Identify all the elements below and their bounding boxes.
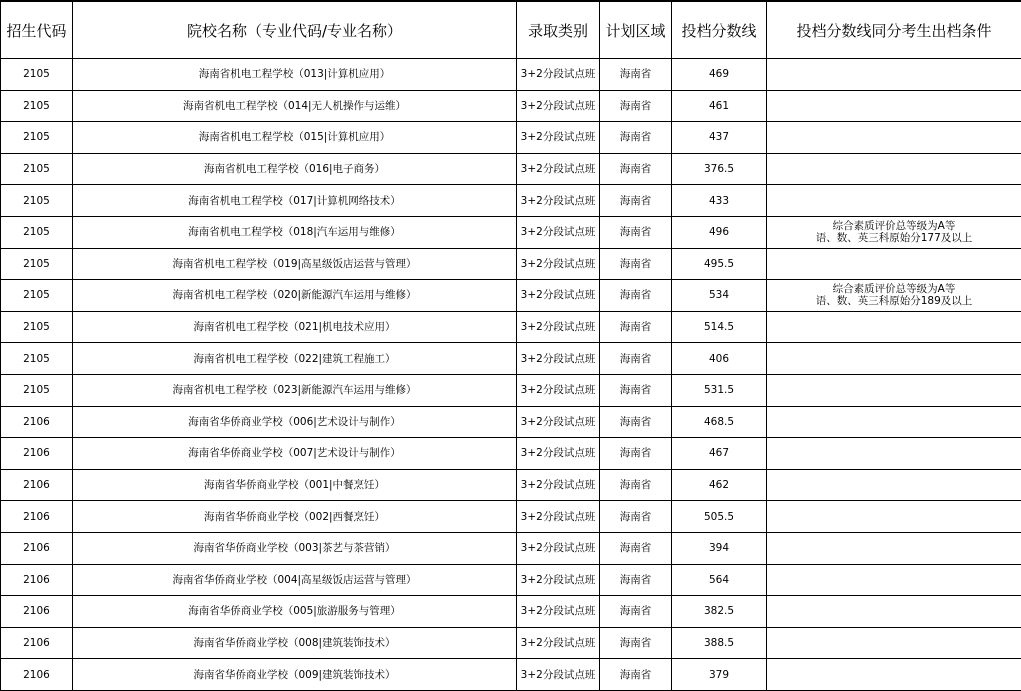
table-row: [1, 280, 1021, 312]
cell-code: 2105: [1, 311, 73, 343]
cell-type: 3+2分段试点班: [517, 248, 600, 280]
cell-region: 海南省: [600, 90, 672, 122]
cell-name: 海南省华侨商业学校（006|艺术设计与制作）: [73, 406, 517, 438]
table-row: [1, 216, 1021, 248]
cell-condition: [767, 596, 1021, 628]
table-row: [1, 90, 1021, 122]
cell-score: 514.5: [672, 311, 767, 343]
cell-type: 3+2分段试点班: [517, 438, 600, 470]
cell-name: 海南省华侨商业学校（007|艺术设计与制作）: [73, 438, 517, 470]
cell-region: 海南省: [600, 469, 672, 501]
cell-type: 3+2分段试点班: [517, 216, 600, 248]
table-row: [1, 596, 1021, 628]
cell-name: 海南省华侨商业学校（008|建筑装饰技术）: [73, 627, 517, 659]
condition-line-1: 综合素质评价总等级为A等: [832, 220, 956, 233]
cell-type: 3+2分段试点班: [517, 311, 600, 343]
table-row: [1, 343, 1021, 375]
cell-code: 2106: [1, 532, 73, 564]
table-row: [1, 501, 1021, 533]
cell-type: 3+2分段试点班: [517, 627, 600, 659]
table-row: [1, 185, 1021, 217]
table-row: [1, 659, 1021, 691]
cell-score: 437: [672, 122, 767, 154]
table-row: [1, 564, 1021, 596]
cell-region: 海南省: [600, 564, 672, 596]
cell-name: 海南省机电工程学校（022|建筑工程施工）: [73, 343, 517, 375]
cell-name: 海南省机电工程学校（021|机电技术应用）: [73, 311, 517, 343]
cell-score: 469: [672, 59, 767, 91]
cell-score: 534: [672, 280, 767, 312]
cell-name: 海南省华侨商业学校（002|西餐烹饪）: [73, 501, 517, 533]
condition-line-2: 语、数、英三科原始分177及以上: [815, 232, 973, 245]
cell-code: 2106: [1, 501, 73, 533]
cell-type: 3+2分段试点班: [517, 59, 600, 91]
header-score: 投档分数线: [672, 1, 767, 59]
cell-code: 2105: [1, 122, 73, 154]
cell-condition: [767, 532, 1021, 564]
cell-code: 2105: [1, 90, 73, 122]
cell-condition: [767, 501, 1021, 533]
cell-score: 461: [672, 90, 767, 122]
cell-type: 3+2分段试点班: [517, 501, 600, 533]
cell-condition: [767, 438, 1021, 470]
cell-code: 2105: [1, 280, 73, 312]
cell-score: 495.5: [672, 248, 767, 280]
cell-score: 467: [672, 438, 767, 470]
cell-condition: [767, 406, 1021, 438]
cell-condition: [767, 90, 1021, 122]
cell-region: 海南省: [600, 501, 672, 533]
cell-region: 海南省: [600, 280, 672, 312]
header-condition: 投档分数线同分考生出档条件: [767, 1, 1021, 59]
table-row: [1, 59, 1021, 91]
cell-region: 海南省: [600, 311, 672, 343]
cell-region: 海南省: [600, 627, 672, 659]
table-body: [1, 59, 1021, 691]
table-row: [1, 627, 1021, 659]
cell-code: 2105: [1, 248, 73, 280]
cell-type: 3+2分段试点班: [517, 532, 600, 564]
cell-region: 海南省: [600, 122, 672, 154]
cell-type: 3+2分段试点班: [517, 185, 600, 217]
cell-score: 382.5: [672, 596, 767, 628]
cell-score: 505.5: [672, 501, 767, 533]
cell-code: 2106: [1, 564, 73, 596]
cell-type: 3+2分段试点班: [517, 343, 600, 375]
table-row: [1, 532, 1021, 564]
cell-condition: [767, 185, 1021, 217]
cell-condition: [767, 374, 1021, 406]
table-row: [1, 374, 1021, 406]
cell-type: 3+2分段试点班: [517, 659, 600, 691]
cell-score: 462: [672, 469, 767, 501]
cell-region: 海南省: [600, 438, 672, 470]
cell-name: 海南省华侨商业学校（009|建筑装饰技术）: [73, 659, 517, 691]
cell-region: 海南省: [600, 185, 672, 217]
cell-condition: [767, 122, 1021, 154]
cell-score: 388.5: [672, 627, 767, 659]
cell-name: 海南省机电工程学校（015|计算机应用）: [73, 122, 517, 154]
table-row: [1, 153, 1021, 185]
table-row: [1, 406, 1021, 438]
cell-name: 海南省华侨商业学校（001|中餐烹饪）: [73, 469, 517, 501]
cell-code: 2106: [1, 596, 73, 628]
cell-score: 433: [672, 185, 767, 217]
cell-type: 3+2分段试点班: [517, 122, 600, 154]
cell-type: 3+2分段试点班: [517, 90, 600, 122]
table-row: [1, 438, 1021, 470]
cell-condition: [767, 469, 1021, 501]
cell-condition: [767, 659, 1021, 691]
table-row: [1, 311, 1021, 343]
cell-region: 海南省: [600, 216, 672, 248]
cell-condition: [767, 248, 1021, 280]
cell-score: 376.5: [672, 153, 767, 185]
cell-type: 3+2分段试点班: [517, 153, 600, 185]
cell-score: 531.5: [672, 374, 767, 406]
cell-code: 2106: [1, 659, 73, 691]
cell-name: 海南省机电工程学校（020|新能源汽车运用与维修）: [73, 280, 517, 312]
cell-code: 2106: [1, 438, 73, 470]
header-code: 招生代码: [1, 1, 73, 59]
cell-code: 2105: [1, 59, 73, 91]
cell-region: 海南省: [600, 248, 672, 280]
cell-condition: [767, 216, 1021, 248]
cell-code: 2106: [1, 406, 73, 438]
cell-score: 406: [672, 343, 767, 375]
cell-type: 3+2分段试点班: [517, 406, 600, 438]
cell-score: 468.5: [672, 406, 767, 438]
cell-region: 海南省: [600, 343, 672, 375]
cell-name: 海南省机电工程学校（014|无人机操作与运维）: [73, 90, 517, 122]
cell-score: 496: [672, 216, 767, 248]
cell-name: 海南省机电工程学校（023|新能源汽车运用与维修）: [73, 374, 517, 406]
cell-name: 海南省华侨商业学校（005|旅游服务与管理）: [73, 596, 517, 628]
cell-code: 2105: [1, 374, 73, 406]
condition-line-2: 语、数、英三科原始分189及以上: [815, 295, 973, 308]
table-row: [1, 122, 1021, 154]
cell-region: 海南省: [600, 59, 672, 91]
cell-type: 3+2分段试点班: [517, 280, 600, 312]
cell-condition: [767, 280, 1021, 312]
cell-name: 海南省机电工程学校（016|电子商务）: [73, 153, 517, 185]
cell-code: 2105: [1, 216, 73, 248]
cell-type: 3+2分段试点班: [517, 596, 600, 628]
header-region: 计划区域: [600, 1, 672, 59]
cell-score: 564: [672, 564, 767, 596]
cell-code: 2106: [1, 627, 73, 659]
cell-region: 海南省: [600, 532, 672, 564]
cell-name: 海南省华侨商业学校（004|高星级饭店运营与管理）: [73, 564, 517, 596]
cell-type: 3+2分段试点班: [517, 374, 600, 406]
cell-condition: [767, 59, 1021, 91]
cell-score: 394: [672, 532, 767, 564]
table-header-row: [1, 1, 1021, 59]
cell-name: 海南省机电工程学校（017|计算机网络技术）: [73, 185, 517, 217]
cell-condition: [767, 311, 1021, 343]
table-row: [1, 469, 1021, 501]
cell-score: 379: [672, 659, 767, 691]
cell-condition: [767, 153, 1021, 185]
cell-name: 海南省机电工程学校（013|计算机应用）: [73, 59, 517, 91]
cell-condition: [767, 343, 1021, 375]
cell-region: 海南省: [600, 406, 672, 438]
cell-region: 海南省: [600, 596, 672, 628]
cell-condition: [767, 627, 1021, 659]
condition-line-1: 综合素质评价总等级为A等: [832, 283, 956, 296]
table-row: [1, 248, 1021, 280]
cell-name: 海南省机电工程学校（019|高星级饭店运营与管理）: [73, 248, 517, 280]
cell-code: 2105: [1, 343, 73, 375]
cell-region: 海南省: [600, 659, 672, 691]
cell-code: 2106: [1, 469, 73, 501]
cell-name: 海南省机电工程学校（018|汽车运用与维修）: [73, 216, 517, 248]
cell-code: 2105: [1, 153, 73, 185]
cell-name: 海南省华侨商业学校（003|茶艺与茶营销）: [73, 532, 517, 564]
header-type: 录取类别: [517, 1, 600, 59]
cell-region: 海南省: [600, 153, 672, 185]
cell-region: 海南省: [600, 374, 672, 406]
cell-code: 2105: [1, 185, 73, 217]
header-name: 院校名称（专业代码/专业名称）: [73, 1, 517, 59]
cell-condition: [767, 564, 1021, 596]
cell-type: 3+2分段试点班: [517, 469, 600, 501]
cell-type: 3+2分段试点班: [517, 564, 600, 596]
